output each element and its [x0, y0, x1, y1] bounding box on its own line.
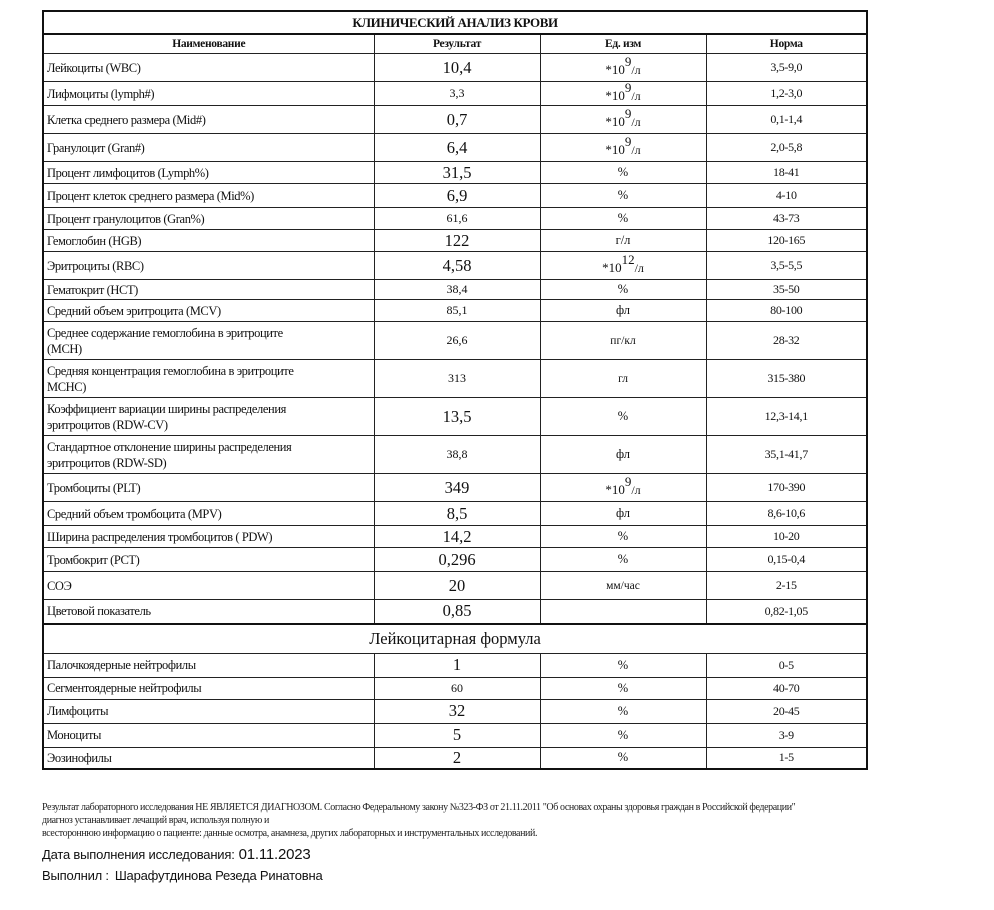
result-value: 8,5 [374, 502, 540, 526]
table-row [43, 162, 867, 184]
table-row [43, 208, 867, 230]
table-row [43, 360, 867, 398]
unit-exponent [605, 53, 641, 78]
table-row [43, 398, 867, 436]
param-name [43, 106, 374, 134]
param-name-text: Процент гранулоцитов (Gran%) [47, 211, 205, 226]
unit-power: 9 [624, 133, 632, 149]
table-row [43, 677, 867, 699]
norm-range: 8,6-10,6 [706, 502, 867, 526]
norm-range: 80-100 [706, 300, 867, 322]
param-name-text: Процент клеток среднего размера (Mid%) [47, 188, 254, 203]
unit-value [540, 600, 706, 624]
table-row [43, 526, 867, 548]
norm-range: 0,15-0,4 [706, 548, 867, 572]
param-name [43, 300, 374, 322]
result-value: 10,4 [374, 54, 540, 82]
param-name-text: Эритроциты (RBC) [47, 258, 144, 273]
disclaimer-line: всестороннюю информацию о пациенте: данные осмотра, анамнеза, других лабораторных и инструментальных исследований. [42, 828, 538, 839]
result-value: 6,4 [374, 134, 540, 162]
table-row [43, 134, 867, 162]
result-value: 5 [374, 723, 540, 747]
result-value: 4,58 [374, 252, 540, 280]
param-name-text-2: MCHC) [47, 379, 86, 394]
date-label: Дата выполнения исследования: [42, 847, 235, 862]
unit-value [540, 474, 706, 502]
unit-value: % [540, 208, 706, 230]
param-name [43, 322, 374, 360]
param-name [43, 653, 374, 677]
param-name [43, 747, 374, 769]
norm-range: 12,3-14,1 [706, 398, 867, 436]
leuko-formula-title: Лейкоцитарная формула [43, 624, 867, 654]
date-value: 01.11.2023 [238, 846, 311, 863]
norm-range: 2,0-5,8 [706, 134, 867, 162]
main-rows [43, 54, 867, 624]
unit-exponent [605, 105, 641, 130]
unit-denominator: /л [631, 89, 641, 104]
unit-base: *10 [605, 482, 625, 498]
unit-value: % [540, 162, 706, 184]
norm-range: 20-45 [706, 699, 867, 723]
unit-value: фл [540, 436, 706, 474]
norm-range: 315-380 [706, 360, 867, 398]
param-name [43, 572, 374, 600]
param-name-text: Тромбокрит (PCT) [47, 552, 140, 567]
param-name-text: Ширина распределения тромбоцитов ( PDW) [47, 529, 273, 544]
table-row [43, 747, 867, 769]
unit-power: 9 [624, 105, 632, 121]
table-row [43, 280, 867, 300]
result-value: 31,5 [374, 162, 540, 184]
norm-range: 1,2-3,0 [706, 82, 867, 106]
result-value: 38,8 [374, 436, 540, 474]
unit-value: % [540, 677, 706, 699]
norm-range: 2-15 [706, 572, 867, 600]
param-name [43, 184, 374, 208]
table-row [43, 548, 867, 572]
unit-value: % [540, 747, 706, 769]
param-name-text: Тромбоциты (PLT) [47, 480, 141, 495]
unit-value: % [540, 280, 706, 300]
result-value: 313 [374, 360, 540, 398]
unit-power: 9 [624, 53, 632, 69]
table-row [43, 230, 867, 252]
executor-label: Выполнил : [42, 868, 109, 883]
norm-range: 40-70 [706, 677, 867, 699]
header-norm: Норма [706, 34, 867, 54]
param-name [43, 548, 374, 572]
table-header-row [43, 34, 867, 54]
param-name-text: Гематокрит (HCT) [47, 282, 138, 297]
norm-range: 35-50 [706, 280, 867, 300]
norm-range: 35,1-41,7 [706, 436, 867, 474]
param-name [43, 208, 374, 230]
param-name-text: Процент лимфоцитов (Lymph%) [47, 165, 209, 180]
param-name-text: Клетка среднего размера (Mid#) [47, 112, 206, 127]
norm-range: 18-41 [706, 162, 867, 184]
unit-value: фл [540, 502, 706, 526]
unit-base: *10 [605, 88, 625, 104]
result-value: 3,3 [374, 82, 540, 106]
param-name [43, 526, 374, 548]
param-name-text: Эозинофилы [47, 750, 112, 765]
norm-range: 4-10 [706, 184, 867, 208]
param-name [43, 699, 374, 723]
executor-line [42, 868, 323, 883]
param-name [43, 54, 374, 82]
param-name-text: Гранулоцит (Gran#) [47, 140, 145, 155]
unit-power: 12 [621, 251, 635, 267]
result-value: 349 [374, 474, 540, 502]
table-row [43, 106, 867, 134]
header-unit: Ед. изм [540, 34, 706, 54]
result-value: 32 [374, 699, 540, 723]
norm-range: 43-73 [706, 208, 867, 230]
unit-value: фл [540, 300, 706, 322]
result-value: 6,9 [374, 184, 540, 208]
table-row [43, 474, 867, 502]
document-title: КЛИНИЧЕСКИЙ АНАЛИЗ КРОВИ [43, 11, 867, 34]
date-line [42, 846, 311, 863]
param-name [43, 600, 374, 624]
param-name-text: Коэффициент вариации ширины распределения [47, 401, 286, 416]
unit-base: *10 [602, 260, 622, 276]
unit-value: % [540, 653, 706, 677]
norm-range: 10-20 [706, 526, 867, 548]
table-row [43, 502, 867, 526]
param-name-text: Лифмоциты (lymph#) [47, 86, 155, 101]
unit-value [540, 106, 706, 134]
disclaimer [42, 801, 972, 840]
result-value: 26,6 [374, 322, 540, 360]
param-name [43, 723, 374, 747]
param-name-text: Моноциты [47, 728, 102, 742]
result-value: 61,6 [374, 208, 540, 230]
unit-value: % [540, 184, 706, 208]
norm-range: 0-5 [706, 653, 867, 677]
unit-denominator: /л [631, 63, 641, 78]
unit-value: % [540, 548, 706, 572]
table-row [43, 436, 867, 474]
disclaimer-line: диагноз устанавливает лечащий врач, используя полную и [42, 815, 269, 826]
param-name-text: Палочкоядерные нейтрофилы [47, 658, 196, 672]
result-value: 0,296 [374, 548, 540, 572]
param-name [43, 502, 374, 526]
param-name [43, 162, 374, 184]
unit-base: *10 [605, 62, 625, 78]
disclaimer-line: Результат лабораторного исследования НЕ ЯВЛЯЕТСЯ ДИАГНОЗОМ. Согласно Федеральному закону №323-ФЗ от 21.11.2011 "Об основах охраны здоровья граждан в Российской федерации" [42, 802, 796, 813]
unit-exponent [605, 133, 641, 158]
unit-value: % [540, 699, 706, 723]
result-value: 60 [374, 677, 540, 699]
table-row [43, 600, 867, 624]
param-name-text-2: (MCH) [47, 341, 82, 356]
unit-value [540, 82, 706, 106]
unit-value: % [540, 526, 706, 548]
norm-range: 120-165 [706, 230, 867, 252]
unit-value: г/л [540, 230, 706, 252]
table-row [43, 653, 867, 677]
norm-range: 3,5-5,5 [706, 252, 867, 280]
param-name-text: Средняя концентрация гемоглобина в эритроците [47, 363, 294, 378]
result-value: 13,5 [374, 398, 540, 436]
param-name [43, 252, 374, 280]
result-value: 85,1 [374, 300, 540, 322]
param-name-text: Стандартное отклонение ширины распределения [47, 439, 292, 454]
unit-denominator: /л [631, 143, 641, 158]
param-name-text: Лейкоциты (WBC) [47, 60, 141, 75]
header-result: Результат [374, 34, 540, 54]
param-name [43, 436, 374, 474]
table-row [43, 322, 867, 360]
param-name-text: Лимфоциты [47, 704, 109, 718]
table-row [43, 723, 867, 747]
unit-power: 9 [624, 473, 632, 489]
unit-denominator: /л [631, 115, 641, 130]
unit-value [540, 252, 706, 280]
result-value: 14,2 [374, 526, 540, 548]
result-value: 20 [374, 572, 540, 600]
param-name-text-2: эритроцитов (RDW-SD) [47, 455, 167, 470]
norm-range: 1-5 [706, 747, 867, 769]
unit-exponent [605, 473, 641, 498]
result-value: 2 [374, 747, 540, 769]
param-name-text: Цветовой показатель [47, 604, 151, 619]
param-name [43, 360, 374, 398]
unit-value [540, 134, 706, 162]
param-name-text: Гемоглобин (HGB) [47, 233, 142, 248]
result-value: 122 [374, 230, 540, 252]
param-name-text: Среднее содержание гемоглобина в эритроците [47, 325, 283, 340]
unit-exponent [602, 251, 644, 276]
unit-value: пг/кл [540, 322, 706, 360]
header-name: Наименование [43, 34, 374, 54]
table-row [43, 572, 867, 600]
param-name-text: Средний объем тромбоцита (MPV) [47, 506, 222, 521]
table-row [43, 300, 867, 322]
param-name-text: Средний объем эритроцита (MCV) [47, 303, 221, 318]
param-name-text: Сегментоядерные нейтрофилы [47, 681, 202, 695]
unit-value: % [540, 723, 706, 747]
norm-range: 28-32 [706, 322, 867, 360]
param-name [43, 230, 374, 252]
param-name [43, 677, 374, 699]
param-name-text-2: эритроцитов (RDW-CV) [47, 417, 168, 432]
unit-denominator: /л [631, 483, 641, 498]
param-name [43, 398, 374, 436]
param-name [43, 280, 374, 300]
unit-value [540, 54, 706, 82]
result-value: 0,7 [374, 106, 540, 134]
norm-range: 0,1-1,4 [706, 106, 867, 134]
result-value: 1 [374, 653, 540, 677]
norm-range: 0,82-1,05 [706, 600, 867, 624]
norm-range: 3-9 [706, 723, 867, 747]
unit-denominator: /л [634, 261, 644, 276]
blood-test-table [42, 10, 868, 770]
table-row [43, 252, 867, 280]
unit-value: % [540, 398, 706, 436]
leuko-rows [43, 653, 867, 769]
unit-power: 9 [624, 81, 632, 95]
executor-value: Шарафутдинова Резеда Ринатовна [114, 868, 323, 883]
table-row [43, 184, 867, 208]
param-name [43, 474, 374, 502]
table-row [43, 82, 867, 106]
result-value: 38,4 [374, 280, 540, 300]
param-name-text: СОЭ [47, 578, 72, 593]
unit-value: мм/час [540, 572, 706, 600]
norm-range: 170-390 [706, 474, 867, 502]
param-name [43, 134, 374, 162]
result-value: 0,85 [374, 600, 540, 624]
norm-range: 3,5-9,0 [706, 54, 867, 82]
table-row [43, 54, 867, 82]
table-row [43, 699, 867, 723]
unit-base: *10 [605, 142, 625, 158]
unit-value: гл [540, 360, 706, 398]
unit-base: *10 [605, 114, 625, 130]
param-name [43, 82, 374, 106]
unit-exponent [605, 81, 641, 104]
